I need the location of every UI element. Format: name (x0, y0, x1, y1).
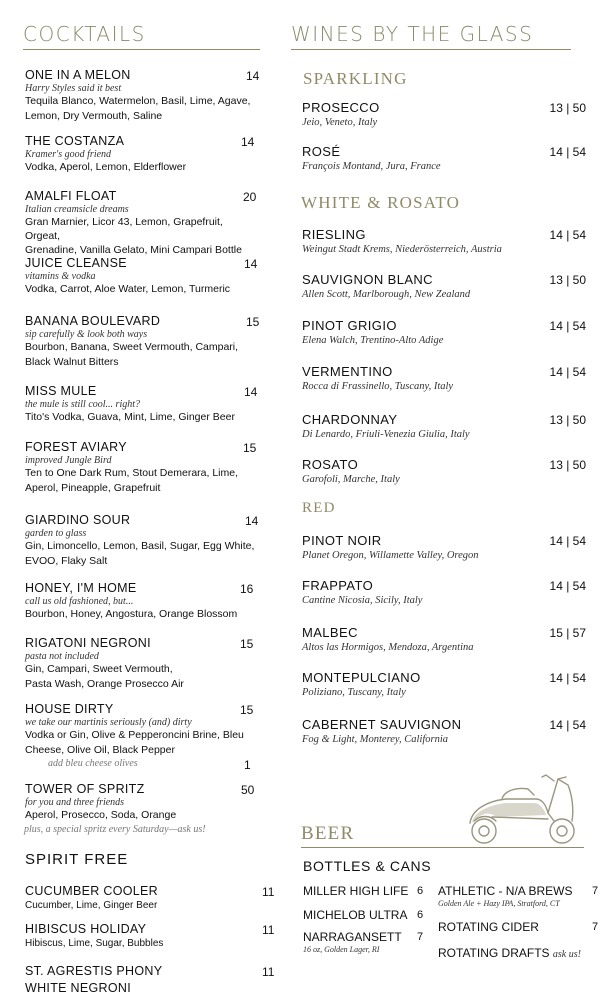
vespa-scooter-icon (462, 765, 584, 847)
beer-heading: BEER (301, 823, 355, 844)
cocktail-name: HONEY, I'M HOME (25, 581, 137, 595)
cocktail-ingredients: Vodka, Aperol, Lemon, Elderflower (25, 161, 187, 173)
cocktail-ingredients: Bourbon, Banana, Sweet Vermouth, Campari, (25, 341, 239, 353)
wine-item (302, 717, 542, 745)
wine-item (302, 144, 542, 172)
cocktail-name: AMALFI FLOAT (25, 189, 117, 203)
spirit-free-name: HIBISCUS HOLIDAY (25, 922, 147, 936)
cocktail-tagline: call us old fashioned, but... (25, 596, 134, 607)
beer-name: ROTATING DRAFTS (438, 946, 550, 960)
cocktail-ingredients: Gran Marnier, Licor 43, Lemon, Grapefruit, Orgeat, (25, 216, 223, 242)
cocktail-ingredients: Tequila Blanco, Watermelon, Basil, Lime, Agave, (25, 95, 251, 107)
cocktail-item (25, 314, 260, 369)
wine-producer: Jeio, Veneto, Italy (302, 117, 378, 128)
wine-item (302, 318, 542, 346)
wine-item (302, 100, 542, 128)
wine-producer: Rocca di Frassinello, Tuscany, Italy (302, 381, 454, 392)
cocktail-tagline: improved Jungle Bird (25, 455, 112, 466)
spirit-free-name: CUCUMBER COOLER (25, 884, 158, 898)
wine-producer: Altos las Hormigos, Mendoza, Argentina (302, 642, 474, 653)
wine-item (302, 364, 542, 392)
beer-item (303, 884, 433, 898)
spirit-free-price: 11 (262, 923, 275, 937)
cocktail-tagline: for you and three friends (25, 797, 125, 808)
wine-producer: François Montand, Jura, France (302, 161, 441, 172)
wine-name: PINOT GRIGIO (302, 318, 397, 333)
beer-name-row (438, 884, 598, 898)
wine-producer: Garofoli, Marche, Italy (302, 474, 400, 485)
wine-item (302, 272, 542, 300)
beer-item (438, 920, 598, 934)
spirit-free-ingredients: Hibiscus, Lime, Sugar, Bubbles (25, 938, 164, 949)
spirit-free-item (25, 964, 260, 995)
wine-name: MONTEPULCIANO (302, 670, 421, 685)
cocktail-name: TOWER OF SPRITZ (25, 782, 145, 796)
beer-note: Golden Ale + Hazy IPA, Stratford, CT (438, 899, 560, 908)
wine-price: 13 | 50 (549, 413, 586, 427)
wine-producer: Fog & Light, Monterey, California (302, 734, 449, 745)
cocktail-tagline: pasta not included (25, 651, 99, 662)
cocktail-item (25, 702, 260, 757)
beer-item (303, 930, 433, 954)
cocktail-name: THE COSTANZA (25, 134, 125, 148)
wines-heading: WINES BY THE GLASS (291, 22, 534, 46)
beer-price: 7 (592, 885, 599, 897)
beer-note: ask us! (552, 949, 581, 960)
wine-price: 15 | 57 (549, 626, 586, 640)
beer-name: MICHELOB ULTRA (303, 908, 408, 922)
beer-item (438, 884, 598, 908)
wine-price: 14 | 54 (549, 319, 586, 333)
bottles-cans-heading: BOTTLES & CANS (303, 858, 432, 874)
red-heading: RED (302, 500, 336, 516)
cocktail-tagline: Kramer's good friend (25, 149, 112, 160)
cocktail-price: 15 (243, 441, 257, 455)
beer-name: NARRAGANSETT (303, 930, 402, 944)
cocktail-name: HOUSE DIRTY (25, 702, 114, 716)
white-rosato-heading: WHITE & ROSATO (301, 193, 461, 212)
wine-price: 13 | 50 (549, 273, 586, 287)
beer-price: 6 (417, 909, 424, 921)
cocktail-name: GIARDINO SOUR (25, 513, 131, 527)
sparkling-heading: SPARKLING (303, 69, 408, 88)
cocktail-tagline: the mule is still cool... right? (25, 399, 140, 410)
spritz-note: plus, a special spritz every Saturday—ask us! (24, 824, 206, 835)
cocktail-item (25, 134, 260, 175)
addon-price: 1 (244, 758, 251, 772)
beer-name-row (438, 920, 598, 934)
wine-price: 14 | 54 (549, 145, 586, 159)
spirit-free-price: 11 (262, 965, 275, 979)
cocktail-tagline: Italian creamsicle dreams (25, 204, 129, 215)
wine-name: FRAPPATO (302, 578, 374, 593)
cocktail-ingredients: Gin, Limoncello, Lemon, Basil, Sugar, Egg White, (25, 540, 255, 552)
cocktail-ingredients: Aperol, Pineapple, Grapefruit (25, 481, 161, 494)
beer-note: 16 oz, Golden Lager, RI (303, 945, 380, 954)
wine-item (302, 670, 542, 698)
beer-name: MILLER HIGH LIFE (303, 884, 409, 898)
cocktail-price: 15 (246, 315, 260, 329)
spirit-free-heading: SPIRIT FREE (25, 851, 129, 868)
cocktail-ingredients: Bourbon, Honey, Angostura, Orange Blossom (25, 608, 238, 620)
cocktail-ingredients: Pasta Wash, Orange Prosecco Air (25, 677, 184, 690)
wine-producer: Di Lenardo, Friuli-Venezia Giulia, Italy (302, 429, 470, 440)
wine-producer: Elena Walch, Trentino-Alto Adige (302, 335, 444, 346)
cocktail-ingredients: Ten to One Dark Rum, Stout Demerara, Lime, (25, 467, 238, 479)
cocktail-item (25, 189, 260, 258)
beer-price: 6 (417, 885, 424, 897)
cocktail-tagline: Harry Styles said it best (25, 83, 122, 94)
wine-item (302, 625, 542, 653)
cocktail-name: JUICE CLEANSE (25, 256, 127, 270)
cocktail-item (25, 384, 260, 425)
wine-name: PINOT NOIR (302, 533, 382, 548)
wine-price: 14 | 54 (549, 579, 586, 593)
wine-price: 14 | 54 (549, 365, 586, 379)
cocktail-item (25, 256, 260, 297)
wine-item (302, 457, 542, 485)
wine-item (302, 412, 542, 440)
cocktail-ingredients: Black Walnut Bitters (25, 355, 119, 368)
cocktail-ingredients: Tito's Vodka, Guava, Mint, Lime, Ginger Beer (25, 411, 235, 423)
wine-item (302, 533, 542, 561)
cocktail-ingredients: Grenadine, Vanilla Gelato, Mini Campari Bottle (25, 244, 242, 256)
wine-price: 14 | 54 (549, 718, 586, 732)
beer-name: ATHLETIC - N/A BREWS (438, 884, 573, 898)
cocktail-price: 14 (246, 69, 260, 83)
wines-rule (291, 49, 571, 50)
wine-price: 13 | 50 (549, 101, 586, 115)
wine-price: 13 | 50 (549, 458, 586, 472)
addon-note: add bleu cheese olives (48, 758, 138, 769)
cocktail-tagline: garden to glass (25, 528, 87, 539)
cocktail-ingredients: Lemon, Dry Vermouth, Saline (25, 109, 163, 122)
cocktail-name: MISS MULE (25, 384, 97, 398)
cocktail-price: 14 (241, 135, 255, 149)
cocktail-tagline: vitamins & vodka (25, 271, 96, 282)
wine-name: ROSÉ (302, 144, 341, 159)
beer-rule (301, 847, 584, 848)
wine-name: RIESLING (302, 227, 366, 242)
cocktail-tagline: we take our martinis seriously (and) dirty (25, 717, 192, 728)
wine-name: PROSECCO (302, 100, 380, 115)
cocktail-tagline: sip carefully & look both ways (25, 329, 148, 340)
cocktail-ingredients: Vodka or Gin, Olive & Pepperoncini Brine, Bleu (25, 729, 244, 741)
spirit-free-item (25, 922, 260, 951)
beer-name-row (438, 946, 598, 960)
cocktail-item (25, 782, 260, 823)
cocktail-item (25, 513, 260, 568)
spirit-free-item (25, 884, 260, 913)
wine-name: VERMENTINO (302, 364, 393, 379)
beer-item (438, 946, 598, 960)
wine-name: CHARDONNAY (302, 412, 398, 427)
cocktail-price: 20 (243, 190, 257, 204)
beer-price: 7 (592, 921, 599, 933)
spirit-free-ingredients: Cucumber, Lime, Ginger Beer (25, 900, 158, 911)
cocktail-price: 50 (241, 783, 255, 797)
beer-price: 7 (417, 931, 424, 943)
cocktail-price: 15 (240, 637, 254, 651)
cocktail-item (25, 68, 260, 123)
cocktail-ingredients: Vodka, Carrot, Aloe Water, Lemon, Turmeric (25, 283, 231, 295)
wine-item (302, 578, 542, 606)
wine-producer: Weingut Stadt Krems, Niederösterreich, Austria (302, 244, 502, 255)
beer-item (303, 908, 433, 922)
cocktail-name: BANANA BOULEVARD (25, 314, 161, 328)
wine-item (302, 227, 542, 255)
wine-price: 14 | 54 (549, 671, 586, 685)
cocktail-price: 14 (244, 257, 258, 271)
cocktails-heading: COCKTAILS (23, 22, 146, 46)
cocktail-ingredients: Cheese, Olive Oil, Black Pepper (25, 743, 175, 756)
cocktail-price: 14 (245, 514, 259, 528)
cocktail-item (25, 581, 260, 622)
cocktail-ingredients: Gin, Campari, Sweet Vermouth, (25, 663, 173, 675)
wine-name: MALBEC (302, 625, 358, 640)
wine-producer: Allen Scott, Marlborough, New Zealand (302, 289, 471, 300)
cocktail-name: ONE IN A MELON (25, 68, 131, 82)
beer-name: ROTATING CIDER (438, 920, 539, 934)
wine-name: SAUVIGNON BLANC (302, 272, 433, 287)
wine-name: ROSATO (302, 457, 359, 472)
wine-price: 14 | 54 (549, 228, 586, 242)
cocktail-price: 14 (244, 385, 258, 399)
cocktail-item (25, 636, 260, 691)
cocktail-name: RIGATONI NEGRONI (25, 636, 151, 650)
cocktail-ingredients: EVOO, Flaky Salt (25, 554, 108, 567)
wine-producer: Planet Oregon, Willamette Valley, Oregon (302, 550, 479, 561)
wine-producer: Cantine Nicosia, Sicily, Italy (302, 595, 423, 606)
cocktail-price: 16 (240, 582, 254, 596)
cocktail-ingredients: Aperol, Prosecco, Soda, Orange (25, 809, 177, 821)
cocktails-rule (23, 49, 260, 50)
spirit-free-price: 11 (262, 885, 275, 899)
spirit-free-name-line2: WHITE NEGRONI (25, 981, 131, 995)
wine-name: CABERNET SAUVIGNON (302, 717, 462, 732)
wine-producer: Poliziano, Tuscany, Italy (302, 687, 406, 698)
wine-price: 14 | 54 (549, 534, 586, 548)
cocktail-item (25, 440, 260, 495)
cocktail-name: FOREST AVIARY (25, 440, 127, 454)
cocktail-price: 15 (240, 703, 254, 717)
spirit-free-name: ST. AGRESTIS PHONY (25, 964, 163, 978)
